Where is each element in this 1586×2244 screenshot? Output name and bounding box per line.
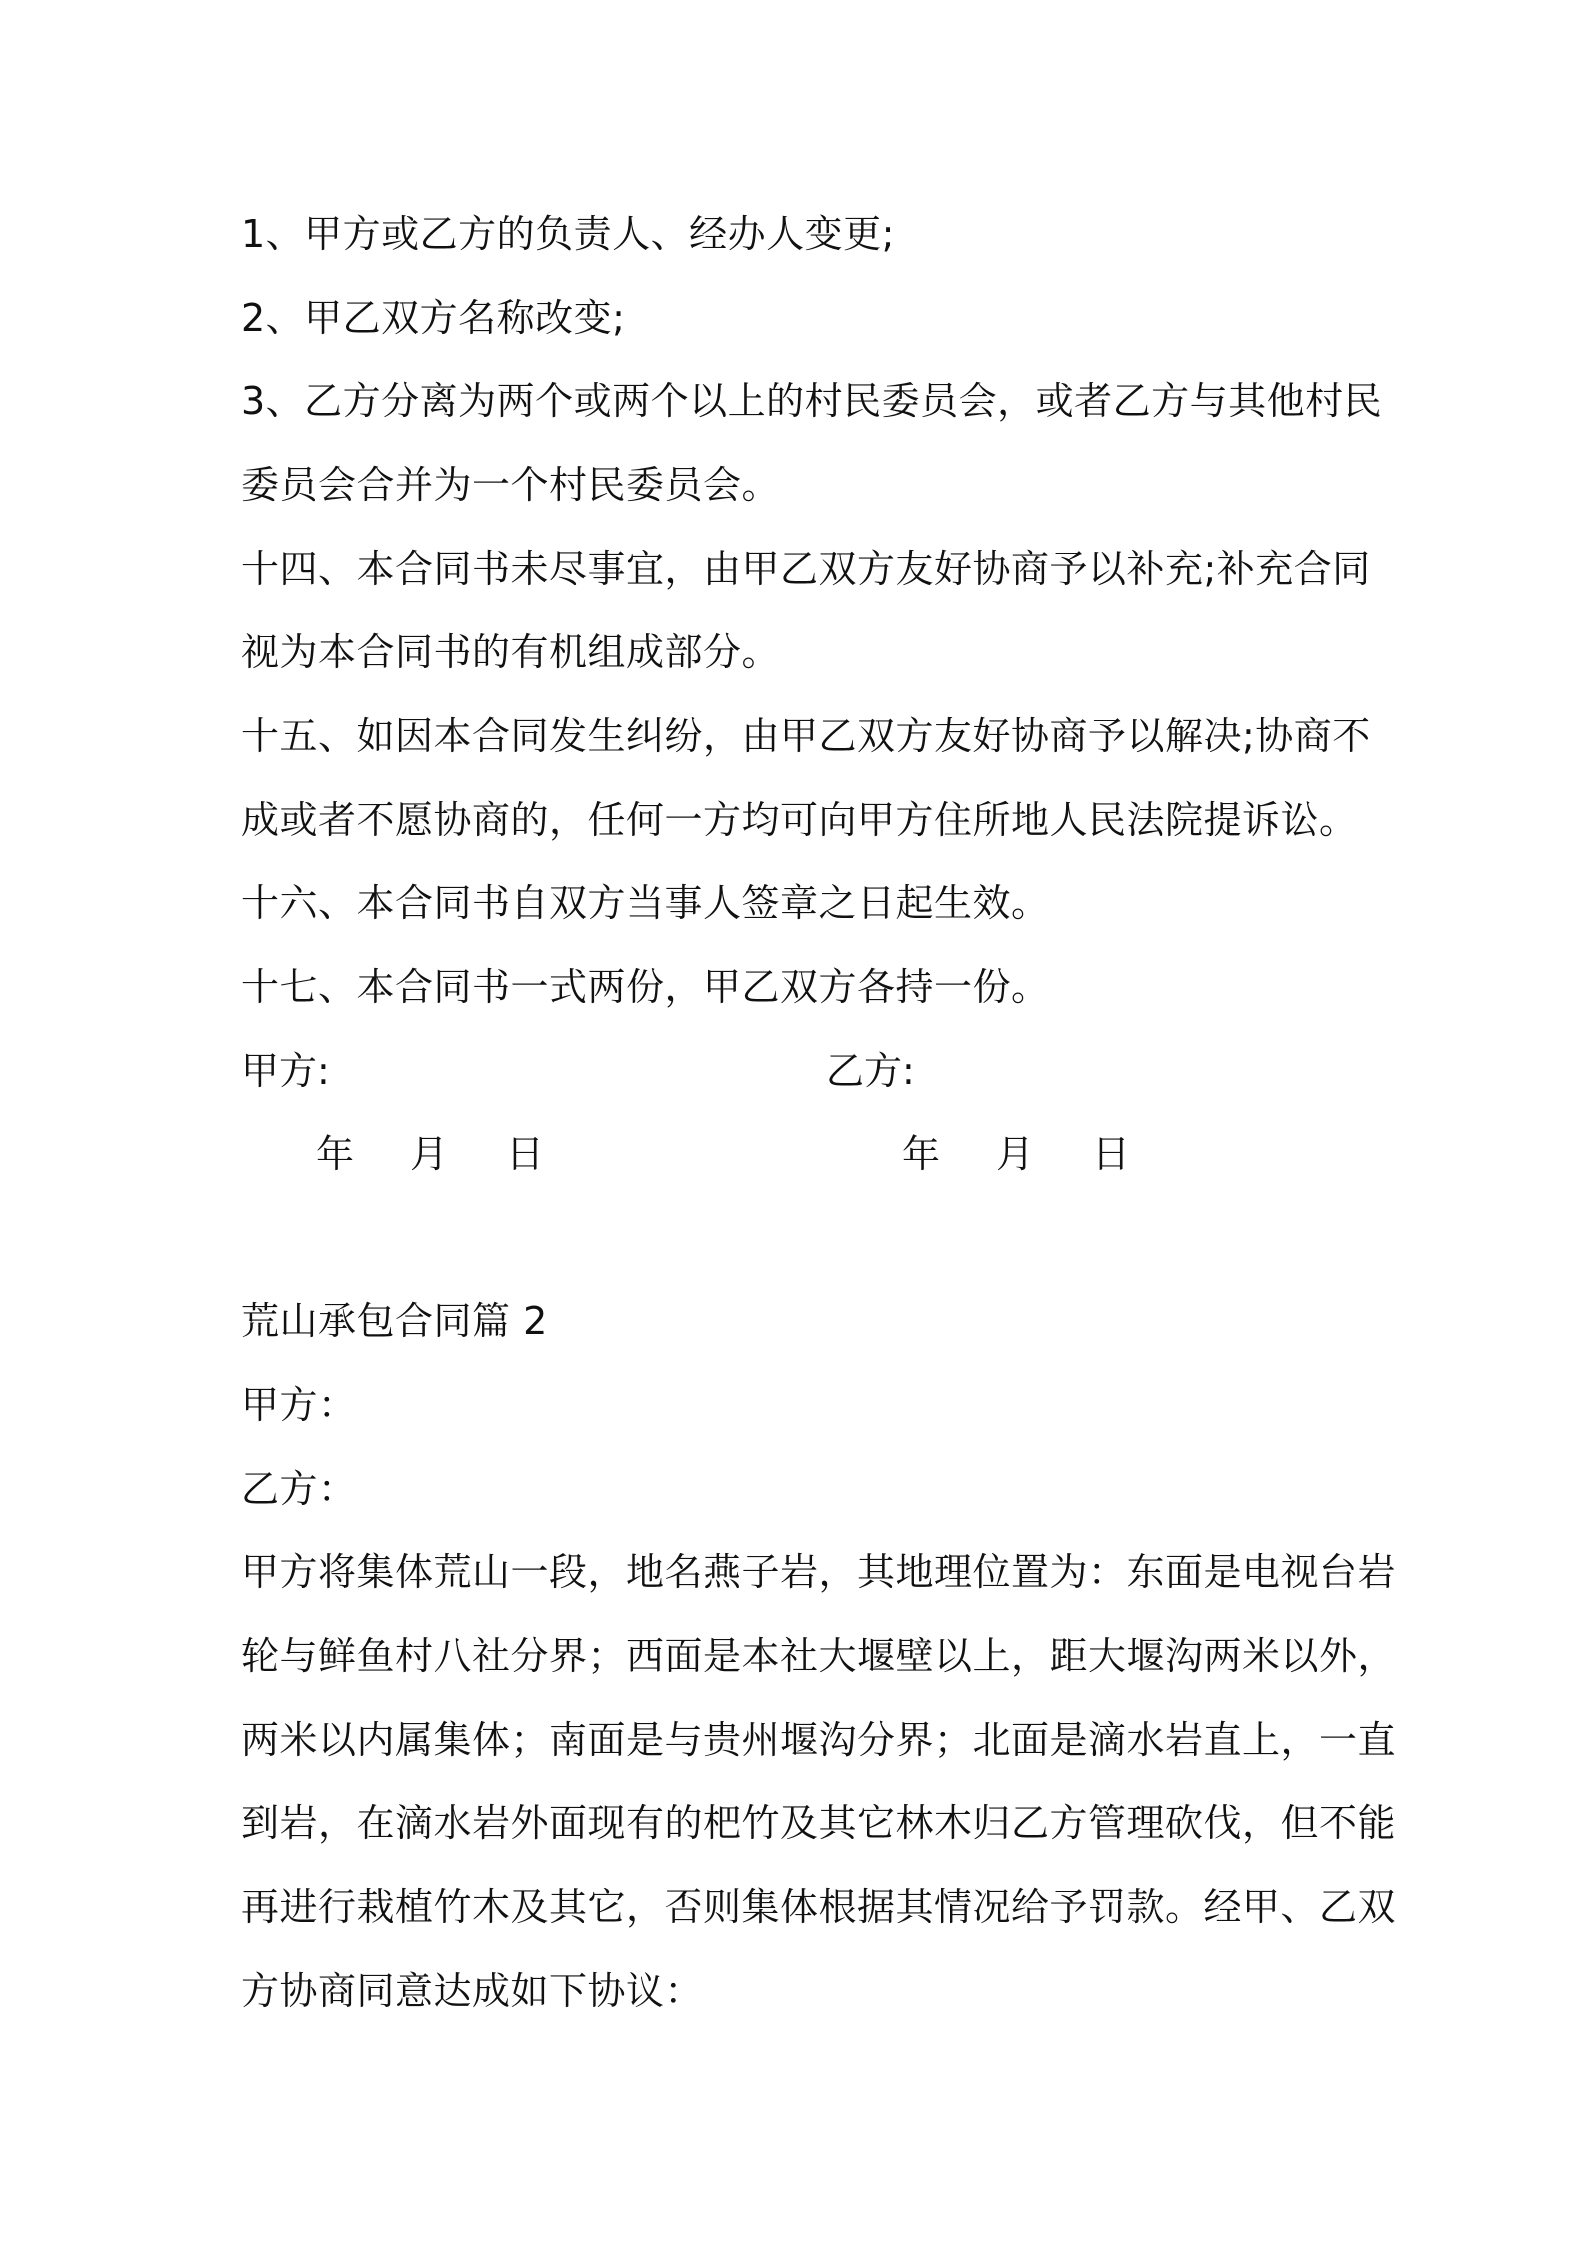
party-a-date-day: 日 (506, 1132, 545, 1176)
clause-1: 1、甲方或乙方的负责人、经办人变更; (241, 212, 895, 256)
article-17: 十七、本合同书一式两份，甲乙双方各持一份。 (241, 965, 1050, 1009)
party-a-date-year: 年 (316, 1132, 355, 1176)
section-2-body-line-2: 轮与鲜鱼村八社分界；西面是本社大堰壁以上，距大堰沟两米以外， (241, 1634, 1397, 1678)
section-2-body-line-3: 两米以内属集体；南面是与贵州堰沟分界；北面是滴水岩直上，一直 (241, 1718, 1397, 1762)
section-2-body-line-6: 方协商同意达成如下协议： (241, 1969, 704, 2013)
clause-3-line-2: 委员会合并为一个村民委员会。 (241, 463, 781, 507)
party-b-date-year: 年 (902, 1132, 941, 1176)
article-16: 十六、本合同书自双方当事人签章之日起生效。 (241, 881, 1050, 925)
section-2-body-line-5: 再进行栽植竹木及其它，否则集体根据其情况给予罚款。经甲、乙双 (241, 1885, 1397, 1929)
party-b-date-month: 月 (996, 1132, 1035, 1176)
section-2-party-b: 乙方： (241, 1467, 357, 1511)
section-2-body-line-4: 到岩，在滴水岩外面现有的杷竹及其它林木归乙方管理砍伐，但不能 (241, 1801, 1397, 1845)
party-a-date-month: 月 (410, 1132, 449, 1176)
section-2-body-line-1: 甲方将集体荒山一段，地名燕子岩，其地理位置为：东面是电视台岩 (241, 1550, 1397, 1594)
clause-2: 2、甲乙双方名称改变; (241, 296, 626, 340)
party-a-signature-label: 甲方: (241, 1049, 330, 1093)
party-b-signature-label: 乙方: (826, 1049, 915, 1093)
section-2-party-a: 甲方： (241, 1383, 357, 1427)
clause-3-line-1: 3、乙方分离为两个或两个以上的村民委员会，或者乙方与其他村民 (241, 379, 1383, 423)
article-14-line-2: 视为本合同书的有机组成部分。 (241, 630, 781, 674)
party-b-date-day: 日 (1092, 1132, 1131, 1176)
article-15-line-1: 十五、如因本合同发生纠纷，由甲乙双方友好协商予以解决;协商不 (241, 714, 1371, 758)
article-15-line-2: 成或者不愿协商的，任何一方均可向甲方住所地人民法院提诉讼。 (241, 798, 1358, 842)
article-14-line-1: 十四、本合同书未尽事宜，由甲乙双方友好协商予以补充;补充合同 (241, 547, 1371, 591)
section-2-title: 荒山承包合同篇 2 (241, 1299, 548, 1343)
